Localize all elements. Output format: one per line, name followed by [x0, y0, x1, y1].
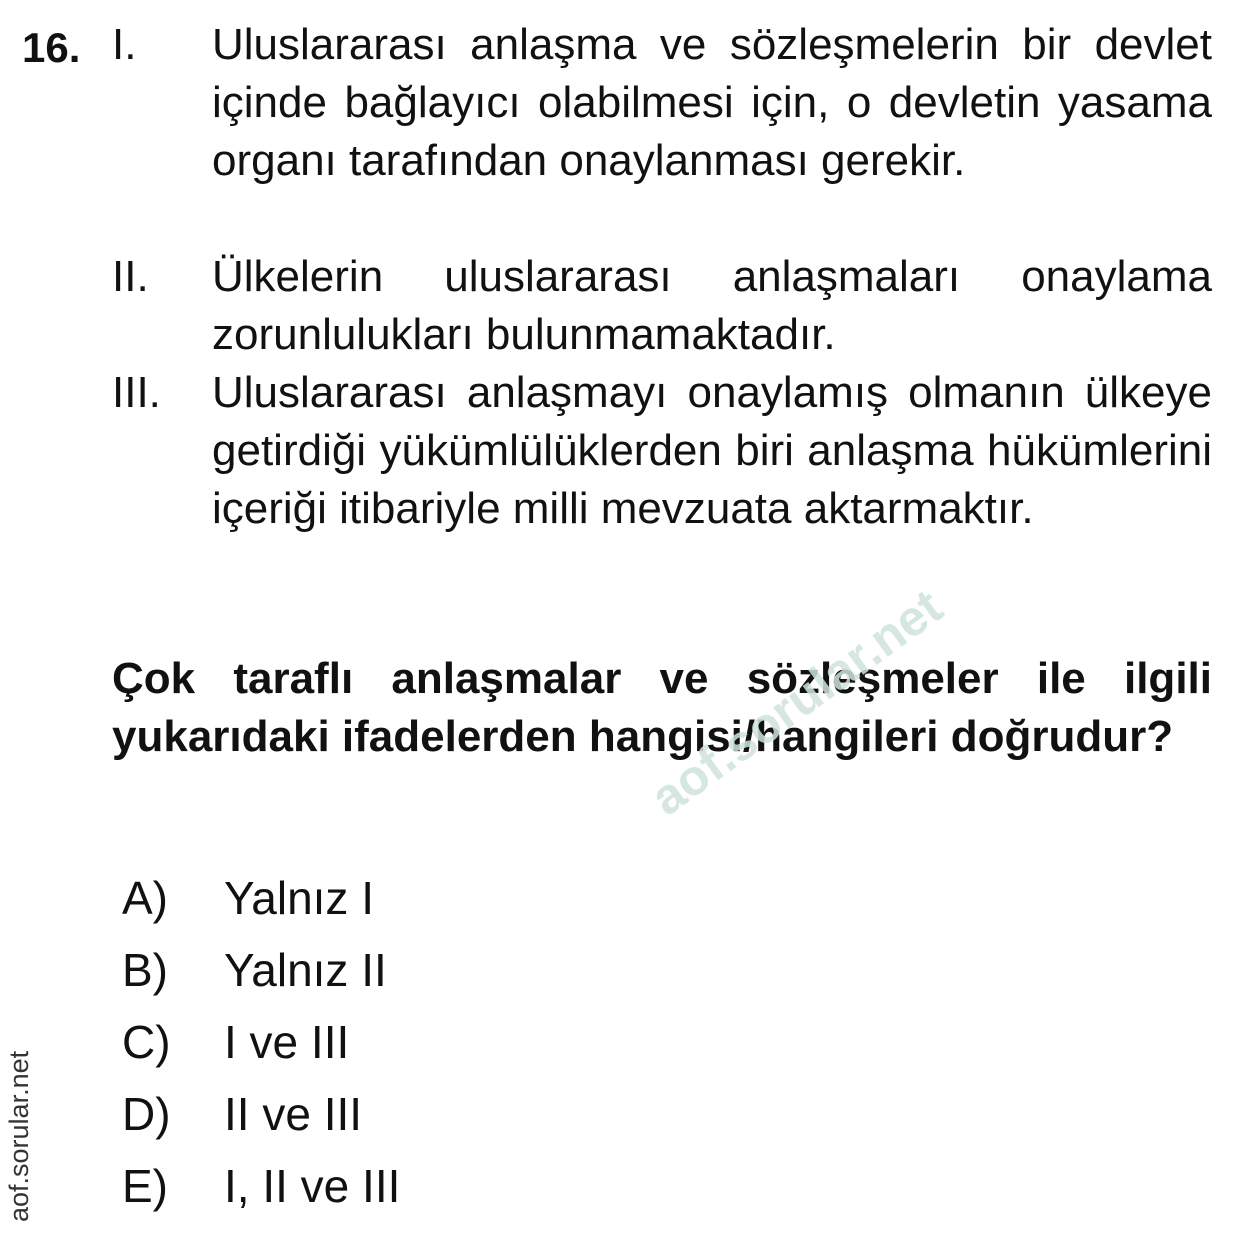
statement-1: [112, 16, 1212, 190]
option-b-text: Yalnız II: [224, 944, 387, 996]
option-c-text: I ve III: [224, 1016, 350, 1068]
statement-1-numeral: I.: [112, 20, 137, 69]
option-c[interactable]: [122, 1006, 722, 1078]
statement-3-numeral: III.: [112, 368, 161, 417]
option-e-letter: E): [122, 1160, 168, 1212]
statement-3-text: Uluslararası anlaşmayı onaylamış olmanın ülkeye getirdiği yükümlülüklerden biri anlaşma hükümlerini içeriği itibariyle milli mevzuata aktarmaktır.: [212, 368, 1212, 533]
statement-3: [112, 364, 1212, 538]
question-prompt: Çok taraflı anlaşmalar ve sözleşmeler ile ilgili yukarıdaki ifadelerden hangisi/hangileri doğrudur?: [112, 654, 1212, 761]
statement-1-text: Uluslararası anlaşma ve sözleşmelerin bir devlet içinde bağlayıcı olabilmesi için, o devletin yasama organı tarafından onaylanması gerekir.: [212, 20, 1212, 185]
statement-2: [112, 248, 1212, 364]
option-a-letter: A): [122, 872, 168, 924]
statement-2-text: Ülkelerin uluslararası anlaşmaları onaylama zorunlulukları bulunmamaktadır.: [212, 252, 1212, 359]
option-d[interactable]: [122, 1078, 722, 1150]
diagonal-watermark: aof.sorular.net: [640, 578, 953, 827]
option-a[interactable]: [122, 862, 722, 934]
statement-2-numeral: II.: [112, 252, 149, 301]
option-d-letter: D): [122, 1088, 171, 1140]
option-a-text: Yalnız I: [224, 872, 374, 924]
option-c-letter: C): [122, 1016, 171, 1068]
answer-options: [122, 862, 722, 1222]
option-b-letter: B): [122, 944, 168, 996]
question-number: 16.: [22, 24, 81, 71]
option-b[interactable]: [122, 934, 722, 1006]
option-d-text: II ve III: [224, 1088, 363, 1140]
option-e[interactable]: [122, 1150, 722, 1222]
option-e-text: I, II ve III: [224, 1160, 401, 1212]
side-watermark: aof.sorular.net: [4, 1050, 34, 1222]
